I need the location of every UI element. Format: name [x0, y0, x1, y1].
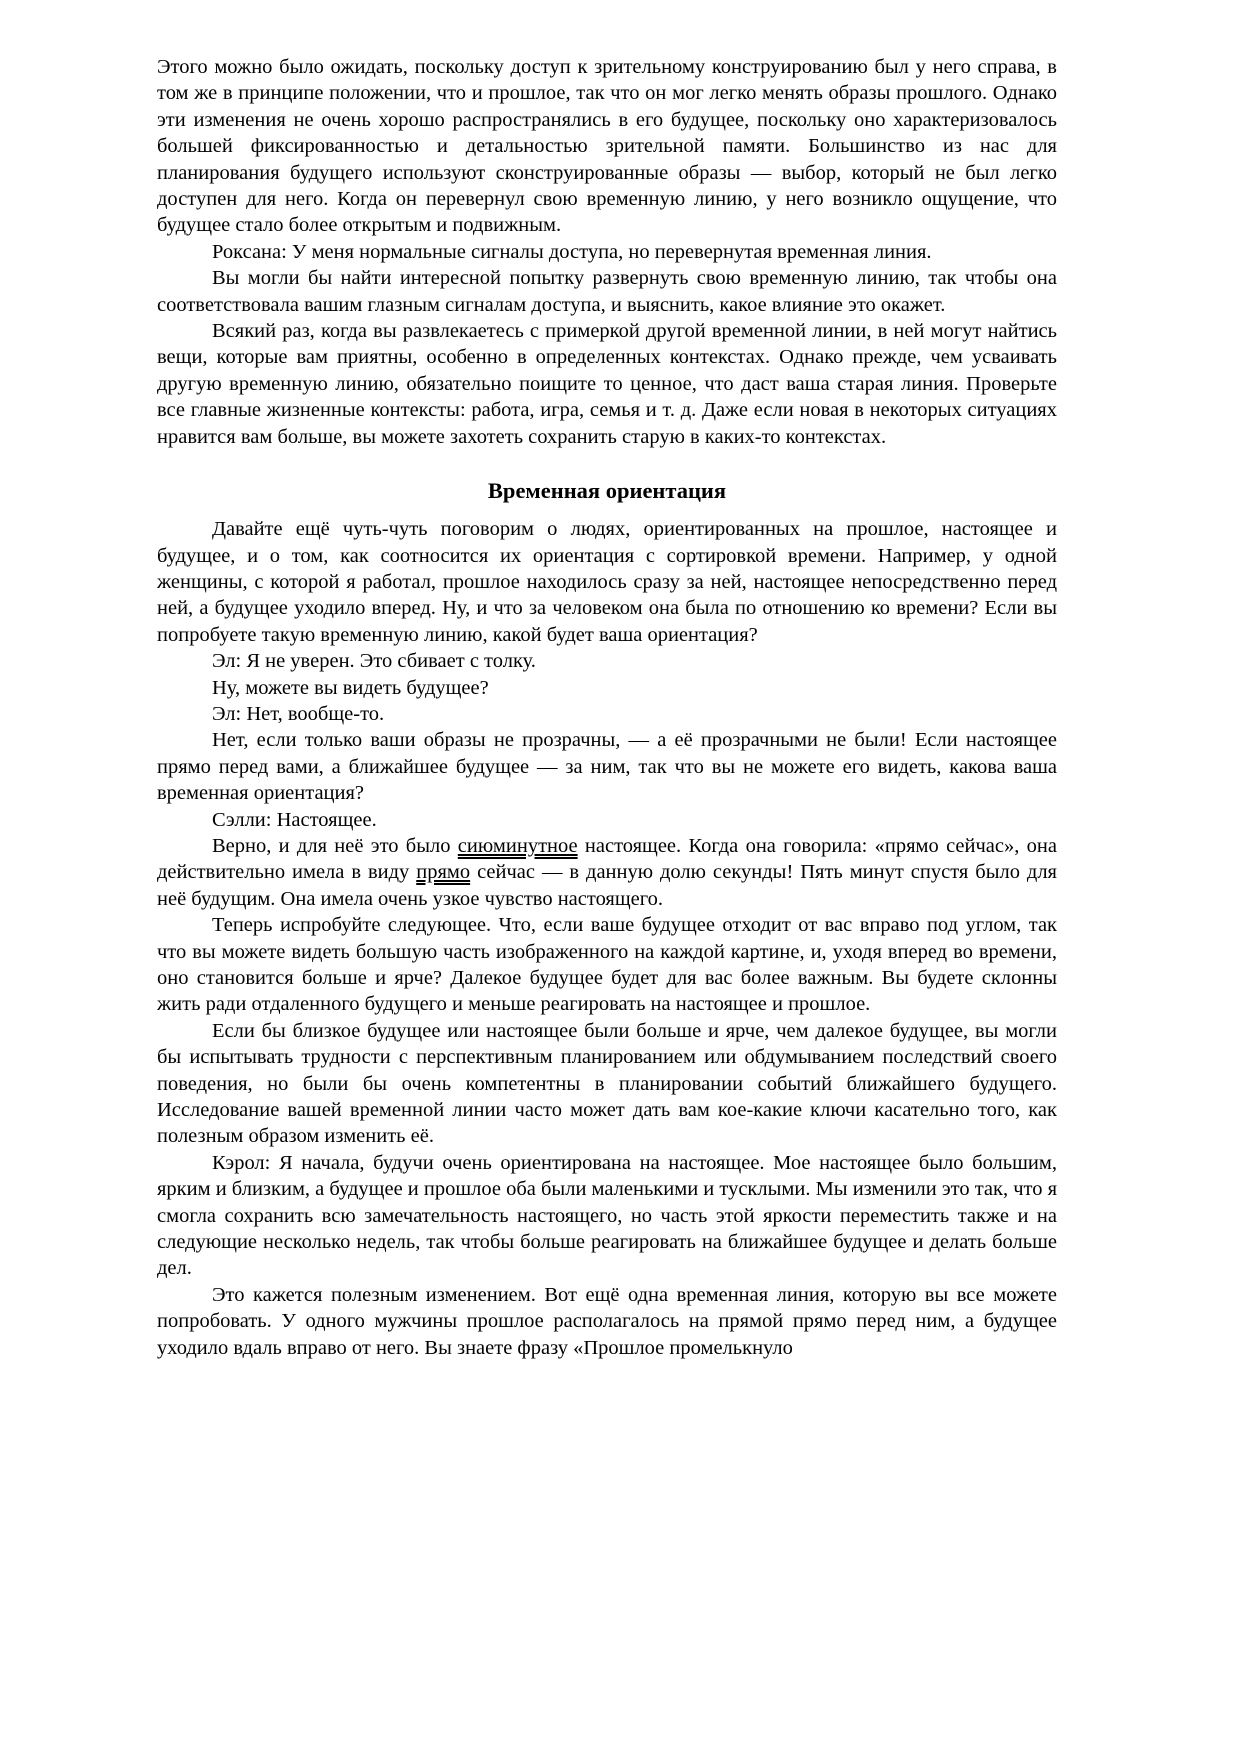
paragraph: Вы могли бы найти интересной попытку развернуть свою временную линию, так чтобы она соответствовала вашим глазным сигналам доступа, и выяснить, какое влияние это окажет.	[157, 267, 1057, 316]
underlined-word: сиюминутное	[457, 834, 578, 857]
paragraph: Сэлли: Настоящее.	[212, 808, 377, 831]
paragraph: Нет, если только ваши образы не прозрачны, — а её прозрачными не были! Если настоящее прямо перед вами, а ближайшее будущее — за ним, так что вы не можете его видеть, какова ваша временная ориентация?	[157, 729, 1057, 805]
paragraph: Этого можно было ожидать, поскольку доступ к зрительному конструированию был у него справа, в том же в принципе положении, что и прошлое, так что он мог легко менять образы прошлого. Однако эти изменения не очень хорошо распространялись в его будущее, поскольку оно характеризовалось большей фиксированностью и детальностью зрительной памяти. Большинство из нас для планирования будущего используют сконструированные образы — выбор, который не был легко доступен для него. Когда он перевернул свою временную линию, у него возникло ощущение, что будущее стало более открытым и подвижным.	[157, 56, 1057, 237]
document-page	[157, 54, 1057, 1361]
paragraph: Роксана: У меня нормальные сигналы доступа, но перевернутая временная линия.	[212, 240, 932, 263]
text-run: сейчас — в данную долю секунды! Пять минут спустя было для неё будущим. Она имела очень узкое чувство настоящего.	[157, 861, 1057, 910]
paragraph: Кэрол: Я начала, будучи очень ориентирована на настоящее. Мое настоящее было большим, ярким и близким, а будущее и прошлое оба были маленькими и тусклыми. Мы изменили это так, что я смогла сохранить всю замечательность настоящего, но часть этой яркости переместить также и на следующие несколько недель, так чтобы больше реагировать на ближайшее будущее и делать больше дел.	[157, 1151, 1058, 1280]
paragraph: Если бы близкое будущее или настоящее были больше и ярче, чем далекое будущее, вы могли бы испытывать трудности с перспективным планированием или обдумыванием последствий своего поведения, но были бы очень компетентны в планировании событий ближайшего будущего. Исследование вашей временной линии часто может дать вам кое-какие ключи касательно того, как полезным образом изменить её.	[157, 1019, 1057, 1148]
paragraph: Всякий раз, когда вы развлекаетесь с примеркой другой временной линии, в ней могут найтись вещи, которые вам приятны, особенно в определенных контекстах. Однако прежде, чем усваивать другую временную линию, обязательно поищите то ценное, что даст ваша старая линия. Проверьте все главные жизненные контексты: работа, игра, семья и т. д. Даже если новая в некоторых ситуациях нравится вам больше, вы можете захотеть сохранить старую в каких-то контекстах.	[157, 320, 1057, 448]
paragraph-with-underlines	[157, 833, 1057, 912]
section-heading: Временная ориентация	[487, 478, 727, 504]
underlined-word: прямо	[416, 861, 471, 884]
paragraph: Эл: Нет, вообще-то.	[212, 702, 385, 725]
paragraph: Ну, можете вы видеть будущее?	[212, 676, 489, 699]
paragraph: Эл: Я не уверен. Это сбивает с толку.	[212, 650, 536, 673]
paragraph: Теперь испробуйте следующее. Что, если ваше будущее отходит от вас вправо под углом, так что вы можете видеть большую часть изображенного на каждой картине, и, уходя вперед во времени, оно становится больше и ярче? Далекое будущее будет для вас более важным. Вы будете склонны жить ради отдаленного будущего и меньше реагировать на настоящее и прошлое.	[157, 914, 1057, 1016]
text-run: настоящее. Когда она говорила: «прямо сейчас», она действительно имела в виду	[157, 834, 1057, 884]
paragraph: Давайте ещё чуть-чуть поговорим о людях, ориентированных на прошлое, настоящее и будущее, и о том, как соотносится их ориентация с сортировкой времени. Например, у одной женщины, с которой я работал, прошлое находилось сразу за ней, настоящее непосредственно перед ней, а будущее уходило вперед. Ну, и что за человеком она была по отношению ко времени? Если вы попробуете такую временную линию, какой будет ваша ориентация?	[157, 518, 1057, 646]
text-run: Верно, и для неё это было	[212, 834, 458, 857]
paragraph: Это кажется полезным изменением. Вот ещё одна временная линия, которую вы все можете попробовать. У одного мужчины прошлое располагалось на прямой прямо перед ним, а будущее уходило вдаль вправо от него. Вы знаете фразу «Прошлое промелькнуло	[157, 1283, 1057, 1359]
